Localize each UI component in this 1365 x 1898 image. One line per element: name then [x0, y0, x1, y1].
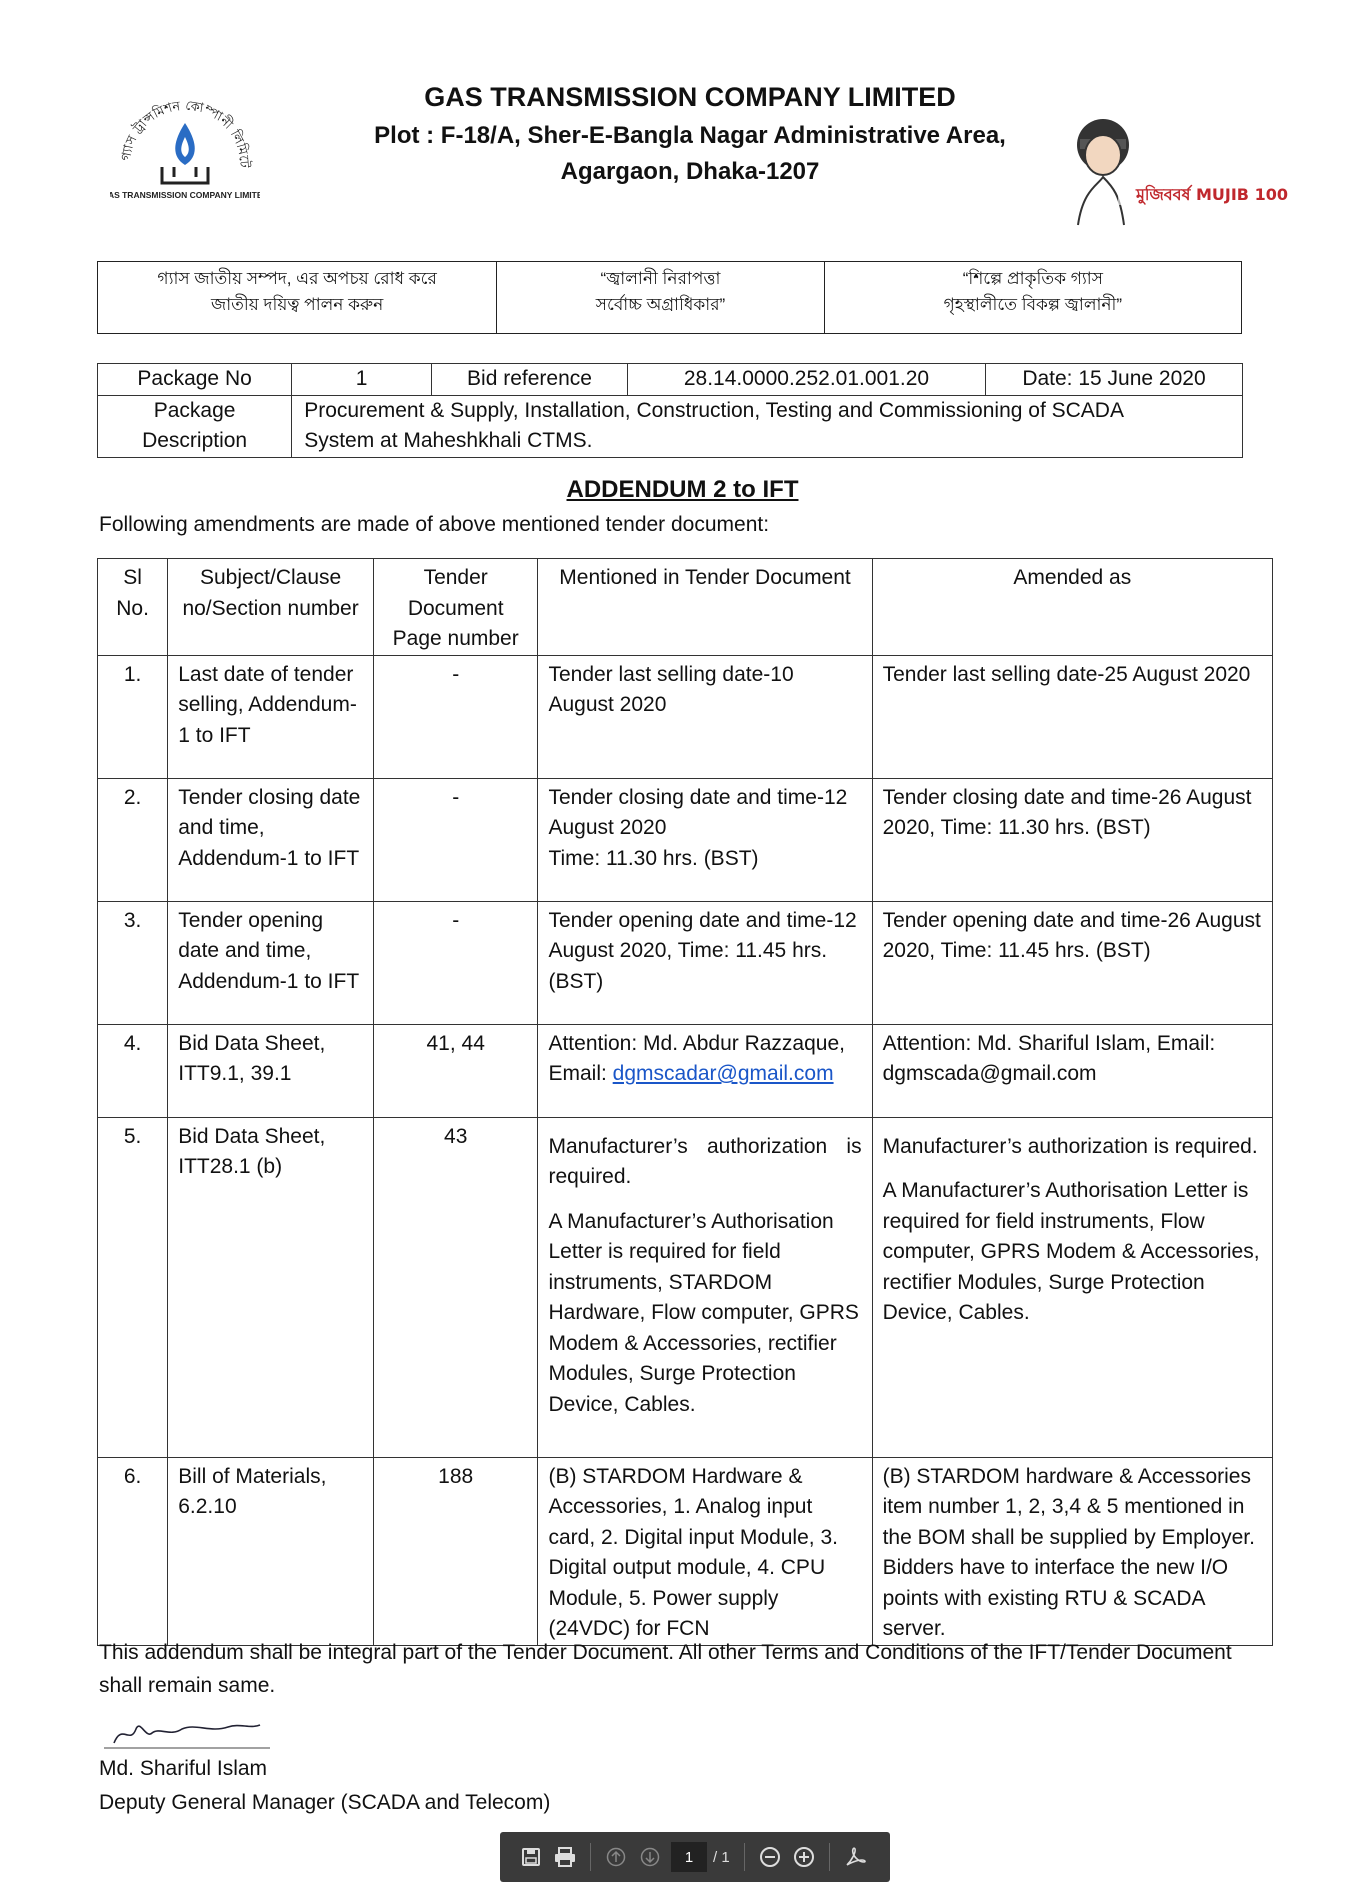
row-amended: Tender last selling date-25 August 2020 — [872, 655, 1272, 778]
row-page: 41, 44 — [373, 1024, 538, 1117]
company-name: GAS TRANSMISSION COMPANY LIMITED — [424, 82, 956, 112]
mujib-text: মুজিববর্ষ MUJIB 100 — [1136, 185, 1288, 204]
row-amended — [872, 1117, 1272, 1457]
desc-label-2: Description — [142, 429, 248, 452]
row-mentioned-text: Attention: Md. Abdur Razzaque, Email: — [548, 1031, 845, 1085]
package-description — [292, 395, 1243, 457]
next-page-icon[interactable] — [633, 1840, 667, 1874]
toolbar-separator — [744, 1843, 745, 1871]
bid-reference-label: Bid reference — [431, 364, 627, 396]
toolbar-separator — [829, 1843, 830, 1871]
row-sl: 4. — [98, 1024, 168, 1117]
zoom-in-icon[interactable] — [787, 1840, 821, 1874]
zoom-out-icon[interactable] — [753, 1840, 787, 1874]
bid-reference: 28.14.0000.252.01.001.20 — [627, 364, 985, 396]
signature — [100, 1715, 275, 1751]
slogan-1-line-2: জাতীয় দয়িত্ব পালন করুন — [211, 295, 384, 314]
row-mentioned: (B) STARDOM Hardware & Accessories, 1. Analog input card, 2. Digital input Module, 3. Digital output module, 4. CPU Module, 5. Power supply (24VDC) for FCN — [538, 1457, 872, 1645]
signatory-title: Deputy General Manager (SCADA and Telecom) — [99, 1791, 551, 1814]
row-mentioned-2: Time: 11.30 hrs. (BST) — [548, 846, 759, 870]
row-subject: Bid Data Sheet, ITT9.1, 39.1 — [168, 1024, 374, 1117]
table-row — [98, 778, 1273, 901]
row-sl: 1. — [98, 655, 168, 778]
mujib-100-logo — [1058, 105, 1288, 230]
table-row — [98, 1024, 1273, 1117]
package-no-label: Package No — [98, 364, 292, 396]
row-amended: Attention: Md. Shariful Islam, Email: dgmscada@gmail.com — [872, 1024, 1272, 1117]
closing-statement: This addendum shall be integral part of the Tender Document. All other Terms and Conditions of the IFT/Tender Document shall remain same. — [99, 1641, 1232, 1697]
row-mentioned: Tender opening date and time-12 August 2020, Time: 11.45 hrs. (BST) — [538, 901, 872, 1024]
row-page: - — [373, 778, 538, 901]
slogan-2 — [497, 262, 824, 333]
col-subject: Subject/Clause no/Section number — [168, 559, 374, 656]
row-page: - — [373, 655, 538, 778]
row-sl: 5. — [98, 1117, 168, 1457]
row-amended: Tender opening date and time-26 August 2020, Time: 11.45 hrs. (BST) — [872, 901, 1272, 1024]
col-sl: Sl No. — [98, 559, 168, 656]
package-description-label — [98, 395, 292, 457]
row-amended-2: A Manufacturer’s Authorisation Letter is required for field instruments, Flow computer, GPRS Modem & Accessories, rectifier Modules, Surge Protection Device, Cables. — [882, 1179, 1260, 1324]
table-header-row — [98, 559, 1273, 656]
row-mentioned-1: Tender closing date and time-12 August 2020 — [548, 785, 848, 839]
table-row — [98, 901, 1273, 1024]
row-mentioned-1: Manufacturer’s authorization is required. — [548, 1134, 862, 1188]
address-line-2: Agargaon, Dhaka-1207 — [560, 158, 820, 185]
desc-2: System at Maheshkhali CTMS. — [304, 429, 593, 452]
col-page: Tender Document Page number — [373, 559, 538, 656]
addendum-intro: Following amendments are made of above mentioned tender document: — [99, 513, 770, 536]
slogan-1-line-1: গ্যাস জাতীয় সম্পদ, এর অপচয় রোধ করে — [157, 269, 437, 288]
toolbar-separator — [590, 1843, 591, 1871]
pdf-toolbar — [500, 1832, 890, 1882]
row-mentioned-2: A Manufacturer’s Authorisation Letter is required for field instruments, STARDOM Hardware, Flow computer, GPRS Modem & Accessories, rectifier Modules, Surge Protection Device, Cables. — [548, 1209, 859, 1416]
row-mentioned — [538, 1117, 872, 1457]
col-mentioned: Mentioned in Tender Document — [538, 559, 872, 656]
desc-1: Procurement & Supply, Installation, Construction, Testing and Commissioning of SCADA — [304, 398, 1124, 422]
row-amended: (B) STARDOM hardware & Accessories item number 1, 2, 3,4 & 5 mentioned in the BOM shall be supplied by Employer. Bidders have to interface the new I/O points with existing RTU & SCADA server. — [872, 1457, 1272, 1645]
signatory-name: Md. Shariful Islam — [99, 1757, 268, 1780]
row-page: 188 — [373, 1457, 538, 1645]
row-sl: 3. — [98, 901, 168, 1024]
addendum-title: ADDENDUM 2 to IFT — [566, 476, 799, 503]
row-mentioned — [538, 1024, 872, 1117]
table-row — [98, 1457, 1273, 1645]
desc-label-1: Package — [153, 398, 236, 422]
slogan-1 — [98, 262, 497, 333]
previous-page-icon[interactable] — [599, 1840, 633, 1874]
row-subject: Last date of tender selling, Addendum-1 to IFT — [168, 655, 374, 778]
acrobat-icon[interactable] — [838, 1840, 872, 1874]
page-total: / 1 — [713, 1848, 730, 1866]
row-mentioned: Tender last selling date-10 August 2020 — [538, 655, 872, 778]
row-subject: Tender opening date and time, Addendum-1 to IFT — [168, 901, 374, 1024]
company-logo — [110, 95, 260, 215]
save-icon[interactable] — [514, 1840, 548, 1874]
row-subject: Bid Data Sheet, ITT28.1 (b) — [168, 1117, 374, 1457]
row-amended: Tender closing date and time-26 August 2020, Time: 11.30 hrs. (BST) — [872, 778, 1272, 901]
slogan-2-line-1: “জ্বালানী নিরাপত্তা — [600, 269, 721, 288]
page-number-input[interactable]: 1 — [671, 1842, 707, 1872]
date: Date: 15 June 2020 — [985, 364, 1242, 396]
row-mentioned — [538, 778, 872, 901]
slogan-3-line-1: “শিল্পে প্রাকৃতিক গ্যাস — [962, 269, 1103, 288]
package-no: 1 — [292, 364, 432, 396]
slogan-3 — [825, 262, 1241, 333]
slogan-2-line-2: সর্বোচ্চ অগ্রাধিকার” — [595, 295, 726, 314]
row-sl: 2. — [98, 778, 168, 901]
table-row — [98, 1117, 1273, 1457]
row-page: 43 — [373, 1117, 538, 1457]
row-subject: Bill of Materials, 6.2.10 — [168, 1457, 374, 1645]
row-page: - — [373, 901, 538, 1024]
email-link[interactable]: dgmscadar@gmail.com — [612, 1062, 834, 1085]
row-sl: 6. — [98, 1457, 168, 1645]
package-table — [97, 363, 1243, 458]
row-amended-1: Manufacturer’s authorization is required. — [882, 1134, 1258, 1158]
logo-arc-text: গ্যাস ট্রান্সমিশন কোম্পানী লিমিটে — [118, 98, 252, 169]
print-icon[interactable] — [548, 1840, 582, 1874]
logo-text: AS TRANSMISSION COMPANY LIMITE — [110, 190, 260, 200]
table-row — [98, 655, 1273, 778]
slogan-3-line-2: গৃহস্থালীতে বিকল্প জ্বালানী” — [943, 295, 1123, 314]
col-amended: Amended as — [872, 559, 1272, 656]
row-subject: Tender closing date and time, Addendum-1 to IFT — [168, 778, 374, 901]
address-line-1: Plot : F-18/A, Sher-E-Bangla Nagar Administrative Area, — [374, 122, 1006, 149]
amendments-table — [97, 558, 1273, 1646]
slogan-box — [97, 261, 1242, 334]
